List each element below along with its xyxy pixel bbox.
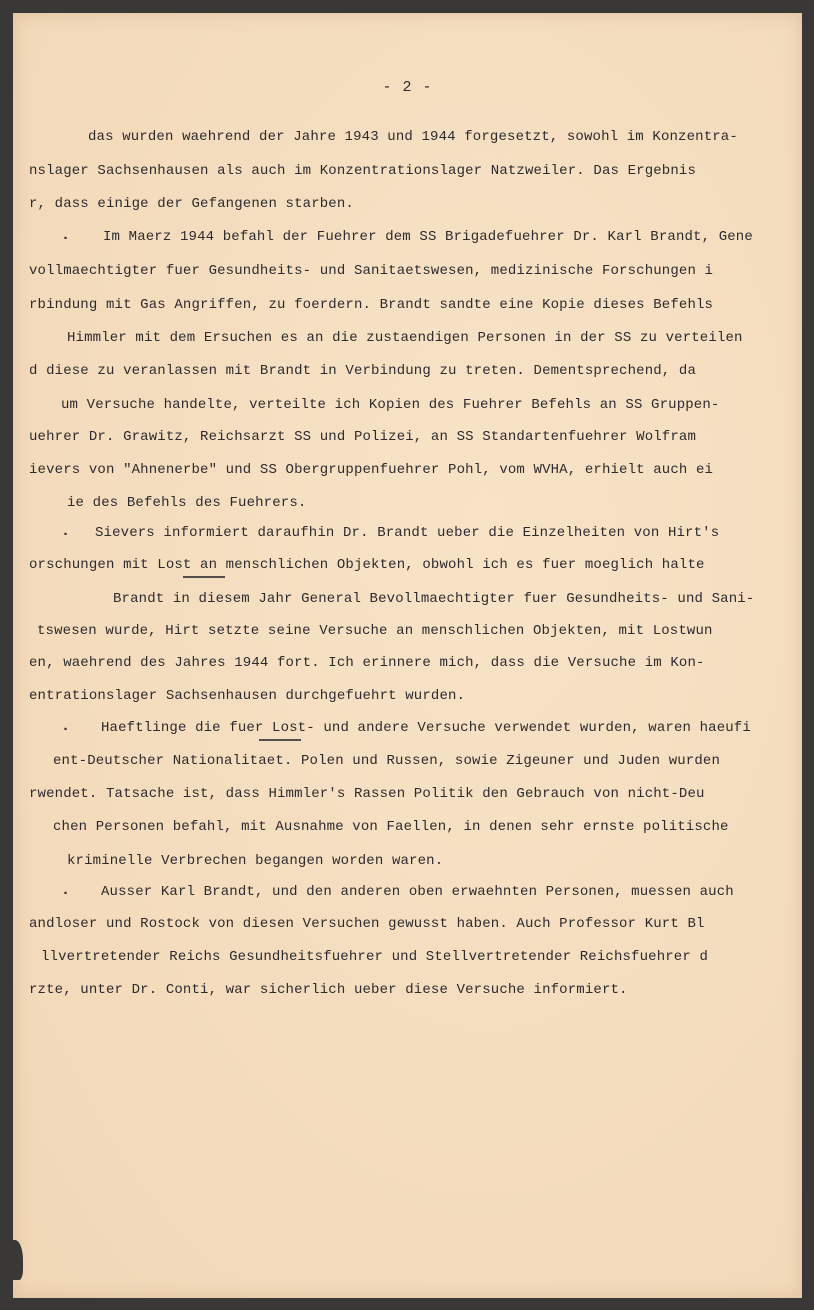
paragraph-bullet: .: [61, 227, 71, 244]
handwritten-underline: [183, 576, 225, 578]
text-line: vollmaechtigter fuer Gesundheits- und Sanitaetswesen, medizinische Forschungen i: [29, 263, 714, 279]
paragraph-bullet: .: [61, 718, 71, 735]
text-line: r, dass einige der Gefangenen starben.: [29, 196, 354, 212]
text-line: rwendet. Tatsache ist, dass Himmler's Rassen Politik den Gebrauch von nicht-Deu: [29, 786, 705, 802]
text-line: Im Maerz 1944 befahl der Fuehrer dem SS Brigadefuehrer Dr. Karl Brandt, Gene: [103, 229, 753, 245]
text-line: rbindung mit Gas Angriffen, zu foerdern. Brandt sandte eine Kopie dieses Befehls: [29, 297, 714, 313]
text-line: chen Personen befahl, mit Ausnahme von Faellen, in denen sehr ernste politische: [53, 819, 729, 835]
text-line: llvertretender Reichs Gesundheitsfuehrer und Stellvertretender Reichsfuehrer d: [41, 949, 709, 965]
text-line: rzte, unter Dr. Conti, war sicherlich ueber diese Versuche informiert.: [29, 982, 628, 998]
text-line: Sievers informiert daraufhin Dr. Brandt ueber die Einzelheiten von Hirt's: [95, 525, 720, 541]
paragraph-bullet: .: [61, 523, 71, 540]
text-line: Ausser Karl Brandt, und den anderen oben erwaehnten Personen, muessen auch: [101, 884, 734, 900]
paragraph-bullet: .: [61, 882, 71, 899]
text-line: entrationslager Sachsenhausen durchgefuehrt wurden.: [29, 688, 466, 704]
text-line: en, waehrend des Jahres 1944 fort. Ich erinnere mich, dass die Versuche im Kon-: [29, 655, 705, 671]
page-number: - 2 -: [382, 79, 433, 96]
text-line: kriminelle Verbrechen begangen worden waren.: [67, 853, 444, 869]
text-line: andloser und Rostock von diesen Versuchen gewusst haben. Auch Professor Kurt Bl: [29, 916, 705, 932]
text-line: ie des Befehls des Fuehrers.: [67, 495, 307, 511]
text-line: um Versuche handelte, verteilte ich Kopien des Fuehrer Befehls an SS Gruppen-: [61, 397, 720, 413]
text-line: Himmler mit dem Ersuchen es an die zustaendigen Personen in der SS zu verteilen: [67, 330, 743, 346]
text-line: ent-Deutscher Nationalitaet. Polen und Russen, sowie Zigeuner und Juden wurden: [53, 753, 721, 769]
text-line: d diese zu veranlassen mit Brandt in Verbindung zu treten. Dementsprechend, da: [29, 363, 697, 379]
text-line: orschungen mit Lost an menschlichen Objekten, obwohl ich es fuer moeglich halte: [29, 557, 705, 573]
handwritten-underline: [259, 739, 301, 741]
document-page: [13, 13, 802, 1298]
text-line: tswesen wurde, Hirt setzte seine Versuche an menschlichen Objekten, mit Lostwun: [37, 623, 713, 639]
text-line: Haeftlinge die fuer Lost- und andere Versuche verwendet wurden, waren haeufi: [101, 720, 751, 736]
text-line: Brandt in diesem Jahr General Bevollmaechtigter fuer Gesundheits- und Sani-: [113, 591, 755, 607]
text-line: das wurden waehrend der Jahre 1943 und 1944 forgesetzt, sowohl im Konzentra-: [88, 129, 738, 145]
text-line: ievers von "Ahnenerbe" und SS Obergruppenfuehrer Pohl, vom WVHA, erhielt auch ei: [29, 462, 714, 478]
text-line: uehrer Dr. Grawitz, Reichsarzt SS und Polizei, an SS Standartenfuehrer Wolfram: [29, 429, 697, 445]
text-line: nslager Sachsenhausen als auch im Konzentrationslager Natzweiler. Das Ergebnis: [29, 163, 697, 179]
